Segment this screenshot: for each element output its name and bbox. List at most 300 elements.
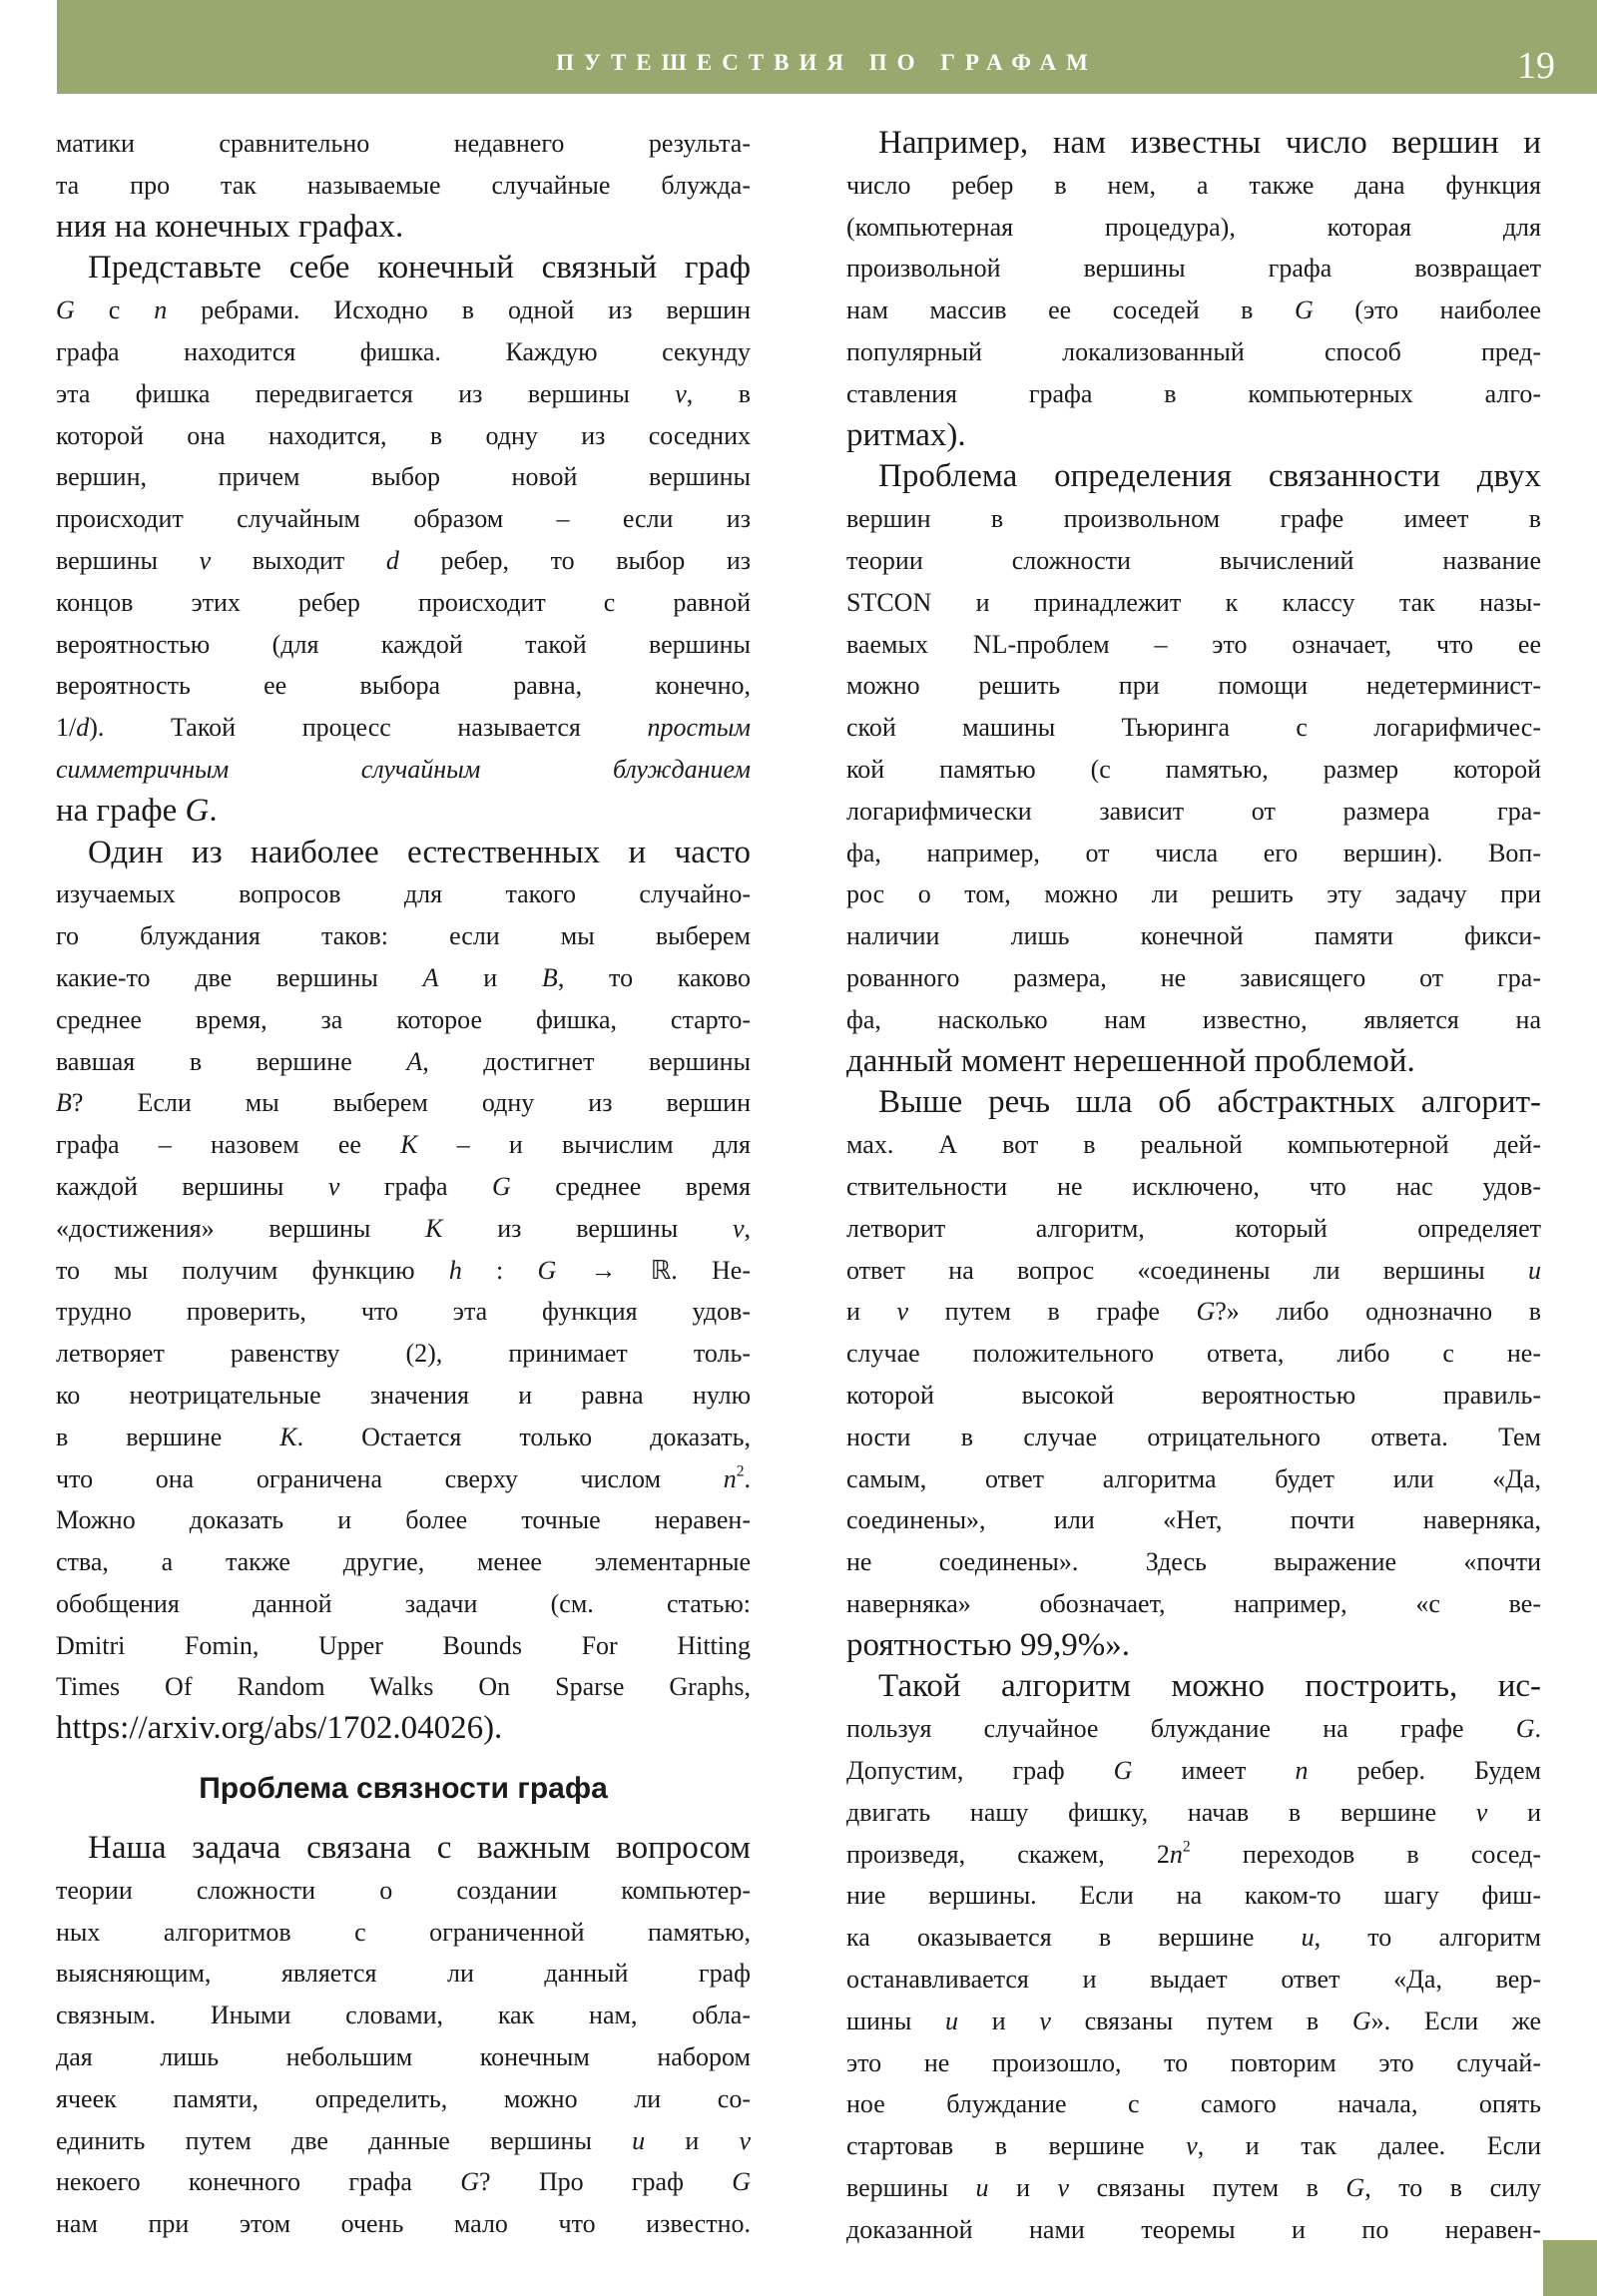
text-line [846, 415, 1541, 457]
text-line-content [846, 2215, 1541, 2244]
text: связным. Иными словами, как нам, обла- [56, 2001, 751, 2030]
text-line [56, 915, 751, 957]
text-line-content [88, 250, 751, 286]
text-line [56, 1666, 751, 1708]
text: единить путем две данные вершины [56, 2125, 633, 2155]
text-line-content [56, 713, 751, 742]
text: двигать нашу фишку, начав в вершине [846, 1797, 1476, 1827]
text: останавливается и выдает ответ «Да, вер- [846, 1965, 1541, 1995]
text-line [56, 123, 751, 165]
text: произведя, скажем, 2 [846, 1839, 1170, 1869]
text: рованного размера, не зависящего от гра- [846, 962, 1541, 992]
page-number: 19 [1517, 45, 1555, 87]
text: в вершине [56, 1422, 280, 1451]
math-variable: v [739, 2125, 751, 2155]
text-line-content [846, 1505, 1541, 1534]
text-line-content [846, 671, 1541, 700]
math-variable: K [279, 1422, 297, 1451]
text-line-content [846, 1130, 1541, 1159]
text-line [846, 1499, 1541, 1541]
text: эта фишка передвигается из вершины [56, 378, 676, 408]
text-line [846, 707, 1541, 749]
text: вершины [56, 545, 200, 575]
text: теории сложности о создании компьютер- [56, 1875, 751, 1905]
text: . [1534, 1714, 1541, 1744]
text-line [846, 915, 1541, 957]
text: , то алгоритм [1314, 1923, 1541, 1953]
text: ской машины Тьюринга с логарифмичес- [846, 713, 1541, 743]
text: ответ на вопрос «соединены ли вершины [846, 1255, 1528, 1285]
math-variable: n [1169, 1839, 1183, 1869]
text: логарифмически зависит от размера гра- [846, 796, 1541, 826]
text: стартовав в вершине [846, 2131, 1187, 2161]
text: которой она находится, в одну из соседних [56, 420, 751, 450]
text-line-content [56, 1339, 751, 1368]
text-line [846, 2125, 1541, 2167]
text: самым, ответ алгоритма будет или «Да, [846, 1463, 1541, 1493]
text-line-content [846, 879, 1541, 908]
text: не соединены». Здесь выражение «почти [846, 1547, 1541, 1577]
text: имеет [1132, 1756, 1296, 1786]
text: дая лишь небольшим конечным набором [56, 2042, 751, 2072]
text-line-content [846, 213, 1541, 242]
text-line [56, 415, 751, 457]
text: шины [846, 2006, 946, 2035]
text-line [56, 2120, 751, 2162]
left-paragraphs-top [56, 123, 751, 1750]
text: ства, а также другие, менее элементарные [56, 1547, 751, 1577]
text-line-content [846, 337, 1541, 366]
text: некоего конечного графа [56, 2167, 461, 2197]
text: . [744, 1463, 751, 1493]
text: на графе [56, 792, 186, 829]
text-line [846, 289, 1541, 331]
text: путем в графе [908, 1297, 1197, 1327]
text-line [846, 1625, 1541, 1667]
math-variable: G [1294, 295, 1314, 325]
text: , то в силу [1364, 2173, 1542, 2203]
text-line-content [846, 254, 1541, 283]
text-line-content [846, 1423, 1541, 1451]
text-line-content [88, 835, 751, 870]
text-line [846, 1417, 1541, 1458]
text-line [846, 999, 1541, 1041]
text-line-content [846, 1214, 1541, 1243]
text: вероятность ее выбора равна, конечно, [56, 671, 751, 701]
math-variable: G [1515, 1714, 1535, 1744]
text: популярный локализованный способ пред- [846, 336, 1541, 366]
text-line-content [846, 2173, 1541, 2202]
text-line-content [56, 462, 751, 491]
text-line [846, 2083, 1541, 2125]
text-line-content [846, 630, 1541, 659]
text-line [56, 456, 751, 498]
text-line-content [56, 1959, 751, 1988]
text: вероятностью (для каждой такой вершины [56, 629, 751, 659]
text-line [846, 2209, 1541, 2251]
text: выясняющим, является ли данный граф [56, 1959, 751, 1989]
text: https://arxiv.org/abs/1702.04026). [56, 1710, 503, 1747]
text-line-content [56, 129, 751, 158]
text-line-content [56, 1918, 751, 1947]
text-line-content [878, 1668, 1541, 1704]
text-line-content [846, 1881, 1541, 1910]
text: летворит алгоритм, который определяет [846, 1213, 1541, 1243]
math-variable: h [448, 1255, 462, 1285]
text: ности в случае отрицательного ответа. Тем [846, 1422, 1541, 1451]
text: (это наиболее [1313, 295, 1541, 325]
text-line-content [56, 1876, 751, 1905]
text-line-content [846, 921, 1541, 950]
math-variable: v [1057, 2173, 1070, 2203]
text-line-content [846, 171, 1541, 200]
text-line [56, 1625, 751, 1667]
text: это не произошло, то повторим это случай- [846, 2047, 1541, 2077]
math-variable: G [1196, 1297, 1216, 1327]
text-line-content [846, 1172, 1541, 1201]
text-line-content [56, 1088, 751, 1117]
text-line [56, 540, 751, 582]
math-variable: u [632, 2125, 646, 2155]
text-line-content [56, 421, 751, 450]
text-line [846, 248, 1541, 289]
text-line [846, 373, 1541, 415]
text-line [846, 1666, 1541, 1708]
text-line [56, 665, 751, 707]
text-line [56, 331, 751, 373]
text: матики сравнительно недавнего результа- [56, 129, 751, 158]
text-line [56, 165, 751, 207]
text-line [56, 1458, 751, 1500]
section-heading: Проблема связности графа [199, 1772, 608, 1806]
text-line-content [56, 504, 751, 533]
text: случае положительного ответа, либо с не- [846, 1339, 1541, 1369]
text-line-content [88, 1830, 751, 1866]
text: , достигнет вершины [422, 1046, 751, 1076]
text: графа [339, 1171, 493, 1201]
text: летворяет равенству (2), принимает толь- [56, 1339, 751, 1369]
text-line [846, 1750, 1541, 1792]
text: связаны путем в [1050, 2006, 1352, 2035]
text-line [846, 1208, 1541, 1250]
text: выходит [211, 545, 386, 575]
text: можно решить при помощи недетерминист- [846, 671, 1541, 701]
math-variable: v [896, 1297, 909, 1327]
text: ритмах). [846, 416, 966, 453]
text-line-content [56, 379, 751, 408]
text-line [56, 1333, 751, 1375]
text-line-content [56, 2001, 751, 2029]
text-line [846, 498, 1541, 540]
text-line [56, 1417, 751, 1458]
text-line [846, 1291, 1541, 1333]
text-line [846, 2001, 1541, 2042]
math-variable: v [732, 1213, 745, 1243]
text-line-content [846, 588, 1541, 617]
text-line-content [846, 1798, 1541, 1827]
text: Один из наиболее естественных и часто [88, 834, 751, 870]
text: вавшая в вершине [56, 1046, 407, 1076]
text: Такой алгоритм можно построить, ис- [878, 1668, 1541, 1705]
text: ребрами. Исходно в одной из вершин [167, 295, 751, 325]
text: трудно проверить, что эта функция удов- [56, 1297, 751, 1327]
text: вершины [846, 2173, 976, 2203]
text-line [846, 331, 1541, 373]
text-line-content [56, 793, 218, 829]
text-line-content [846, 1627, 1130, 1663]
text-line [846, 1541, 1541, 1583]
text-line [846, 1834, 1541, 1876]
text-line [56, 2078, 751, 2120]
text-line [846, 1124, 1541, 1166]
text-line-content [846, 295, 1541, 324]
text: го блуждания таков: если мы выберем [56, 921, 751, 951]
text: ствительности не исключено, что нас удов- [846, 1171, 1541, 1201]
math-variable: G [460, 2167, 479, 2197]
text: Dmitri Fomin, Upper Bounds For Hitting [56, 1630, 751, 1660]
text-line [846, 749, 1541, 791]
text-line [56, 248, 751, 289]
text: графа находится фишка. Каждую секунду [56, 336, 751, 366]
text-line-content [846, 379, 1541, 408]
text-line [56, 1912, 751, 1954]
text: кой памятью (с памятью, размер которой [846, 754, 1541, 784]
text-line-content [846, 1256, 1541, 1285]
math-variable: B [56, 1088, 72, 1118]
text: ребер, то выбор из [398, 545, 752, 575]
text-line [846, 540, 1541, 582]
text: пользуя случайное блуждание на графе [846, 1714, 1516, 1744]
text: произвольной вершины графа возвращает [846, 254, 1541, 284]
text: , и так далее. Если [1197, 2131, 1542, 2161]
text-line [56, 1250, 751, 1292]
text-line-content [56, 2084, 751, 2113]
text: и [438, 962, 542, 992]
text: «достижения» вершины [56, 1213, 426, 1243]
text-line [56, 1082, 751, 1124]
text-line-content [56, 879, 751, 908]
left-column [56, 123, 751, 2245]
text: Проблема определения связанности двух [878, 458, 1541, 495]
text: Наша задача связана с важным вопросом [88, 1830, 751, 1867]
text: доказанной нами теоремы и по неравен- [846, 2214, 1541, 2244]
text-line-content [846, 2007, 1541, 2035]
text-line-content [846, 1923, 1541, 1952]
math-variable: u [975, 2173, 989, 2203]
text: , [744, 1213, 752, 1243]
text-line-content [846, 1547, 1541, 1576]
text-line [846, 456, 1541, 498]
text: – и вычислим для [417, 1130, 751, 1160]
text: ? Про граф [479, 2167, 733, 2197]
text: которой высокой вероятностью правиль- [846, 1380, 1541, 1410]
math-variable: симметричным случайным блужданием [56, 754, 751, 784]
text-line-content [846, 713, 1541, 742]
text: обобщения данной задачи (см. статью: [56, 1588, 751, 1618]
text-line [56, 1995, 751, 2036]
running-title: ПУТЕШЕСТВИЯ ПО ГРАФАМ [556, 50, 1098, 75]
text-line [56, 1828, 751, 1870]
text-line [56, 624, 751, 666]
text: вершин в произвольном графе имеет в [846, 504, 1541, 534]
math-variable: B [541, 962, 558, 992]
text-line-content [56, 2209, 751, 2238]
text: какие-то две вершины [56, 962, 423, 992]
text-line-content [846, 1714, 1541, 1743]
text-line-content [56, 1505, 751, 1534]
math-variable: d [76, 713, 90, 743]
text-line [56, 873, 751, 915]
text: Можно доказать и более точные неравен- [56, 1505, 751, 1535]
math-variable: G [492, 1171, 511, 1201]
math-variable: v [1039, 2006, 1051, 2035]
text-line [846, 1333, 1541, 1375]
right-paragraphs [846, 123, 1541, 2251]
text-line [56, 749, 751, 791]
text-line-content [846, 2131, 1541, 2160]
text-line-content [846, 1005, 1541, 1034]
text: ?» либо однозначно в [1215, 1297, 1541, 1327]
text-line [846, 1458, 1541, 1500]
text: и [645, 2125, 740, 2155]
text-line [846, 582, 1541, 624]
math-variable: G [1113, 1756, 1133, 1786]
text-line [56, 833, 751, 874]
text: число ребер в нем, а также дана функция [846, 170, 1541, 200]
text: Допустим, граф [846, 1756, 1114, 1786]
text: и [846, 1297, 897, 1327]
text-line [846, 1041, 1541, 1083]
math-variable: G [537, 1255, 557, 1285]
text: ние вершины. Если на каком-то шагу фиш- [846, 1881, 1541, 1911]
text: рос о том, можно ли решить эту задачу при [846, 879, 1541, 909]
text: происходит случайным образом – если из [56, 504, 751, 534]
text-line-content [846, 417, 966, 453]
text: и [988, 2173, 1058, 2203]
math-variable: u [945, 2006, 959, 2035]
math-variable: A [406, 1046, 423, 1076]
text-line-content [56, 209, 403, 245]
text-line [56, 2161, 751, 2203]
text-line [846, 2167, 1541, 2209]
text: фа, насколько нам известно, является на [846, 1004, 1541, 1034]
text-line [56, 1708, 751, 1750]
text-line-content [846, 1837, 1541, 1869]
text: . Остается только доказать, [296, 1422, 751, 1451]
text: мах. А вот в реальной компьютерной дей- [846, 1130, 1541, 1160]
text-line-content [56, 1214, 751, 1243]
text-line [56, 1166, 751, 1208]
text: теории сложности вычислений название [846, 545, 1541, 575]
text-line [56, 289, 751, 331]
text-line [56, 1041, 751, 1083]
math-variable: G [1345, 2173, 1365, 2203]
text-line-content [56, 337, 751, 366]
text-line [846, 957, 1541, 999]
text-line [56, 1953, 751, 1995]
text-line-content [846, 2089, 1541, 2118]
text: → ℝ. Не- [556, 1255, 751, 1285]
text-line [846, 1708, 1541, 1750]
text: нам массив ее соседей в [846, 295, 1295, 325]
math-variable: n [1295, 1756, 1309, 1786]
text-line [56, 1583, 751, 1625]
text: : [461, 1255, 538, 1285]
text-line [846, 1917, 1541, 1959]
text-line [56, 373, 751, 415]
math-variable: G [56, 295, 75, 325]
text-line-content [878, 1084, 1541, 1120]
text-line-content [846, 797, 1541, 826]
text: (компьютерная процедура), которая для [846, 212, 1541, 242]
text: ? Если мы выберем одну из вершин [71, 1088, 751, 1118]
text-line-content [56, 1461, 751, 1493]
text-line-content [846, 2048, 1541, 2077]
text-line [846, 1166, 1541, 1208]
text-line-content [56, 963, 751, 992]
text: ка оказывается в вершине [846, 1923, 1302, 1953]
text-line-content [56, 1381, 751, 1410]
text-line [56, 1375, 751, 1417]
text-line [846, 165, 1541, 207]
text-line [846, 2042, 1541, 2084]
text-line-content [846, 1464, 1541, 1493]
text: Представьте себе конечный связный граф [88, 250, 751, 287]
text-line-content [56, 1631, 751, 1660]
text-line-content [56, 588, 751, 617]
text: нам при этом очень мало что известно. [56, 2209, 751, 2239]
math-variable: A [422, 962, 439, 992]
text-line-content [56, 1130, 751, 1159]
text: среднее время [510, 1171, 751, 1201]
text-line [846, 1082, 1541, 1124]
math-variable: n [723, 1463, 737, 1493]
text: изучаемых вопросов для такого случайно- [56, 879, 751, 909]
text: , то каково [557, 962, 751, 992]
text-line-content [846, 1965, 1541, 1994]
text: . [209, 792, 218, 829]
text-line-content [56, 1423, 751, 1451]
text: ваемых NL-проблем – это означает, что ее [846, 629, 1541, 659]
text-line-content [846, 546, 1541, 575]
text: концов этих ребер происходит с равной [56, 587, 751, 617]
text-line-content [56, 1297, 751, 1326]
text-line [56, 2203, 751, 2245]
text-line-content [56, 671, 751, 700]
text: Times Of Random Walks On Sparse Graphs, [56, 1672, 751, 1702]
text-line [56, 707, 751, 749]
text: вершин, причем выбор новой вершины [56, 462, 751, 492]
text-line-content [56, 755, 751, 784]
math-variable: v [1475, 1797, 1488, 1827]
text-line [56, 1291, 751, 1333]
text-line-content [878, 125, 1541, 161]
text: что она ограничена сверху числом [56, 1463, 724, 1493]
text-line [56, 498, 751, 540]
math-variable: простым [647, 713, 751, 743]
text-line [846, 833, 1541, 874]
math-variable: G [1351, 2006, 1371, 2035]
text-line [846, 1375, 1541, 1417]
superscript: 2 [1182, 1837, 1191, 1855]
text-line [56, 791, 751, 833]
text: ко неотрицательные значения и равна нулю [56, 1380, 751, 1410]
text-line [846, 1875, 1541, 1917]
text: и [1487, 1797, 1541, 1827]
text-line-content [56, 2042, 751, 2071]
text-line-content [56, 1589, 751, 1618]
text: ). Такой процесс называется [89, 713, 648, 743]
